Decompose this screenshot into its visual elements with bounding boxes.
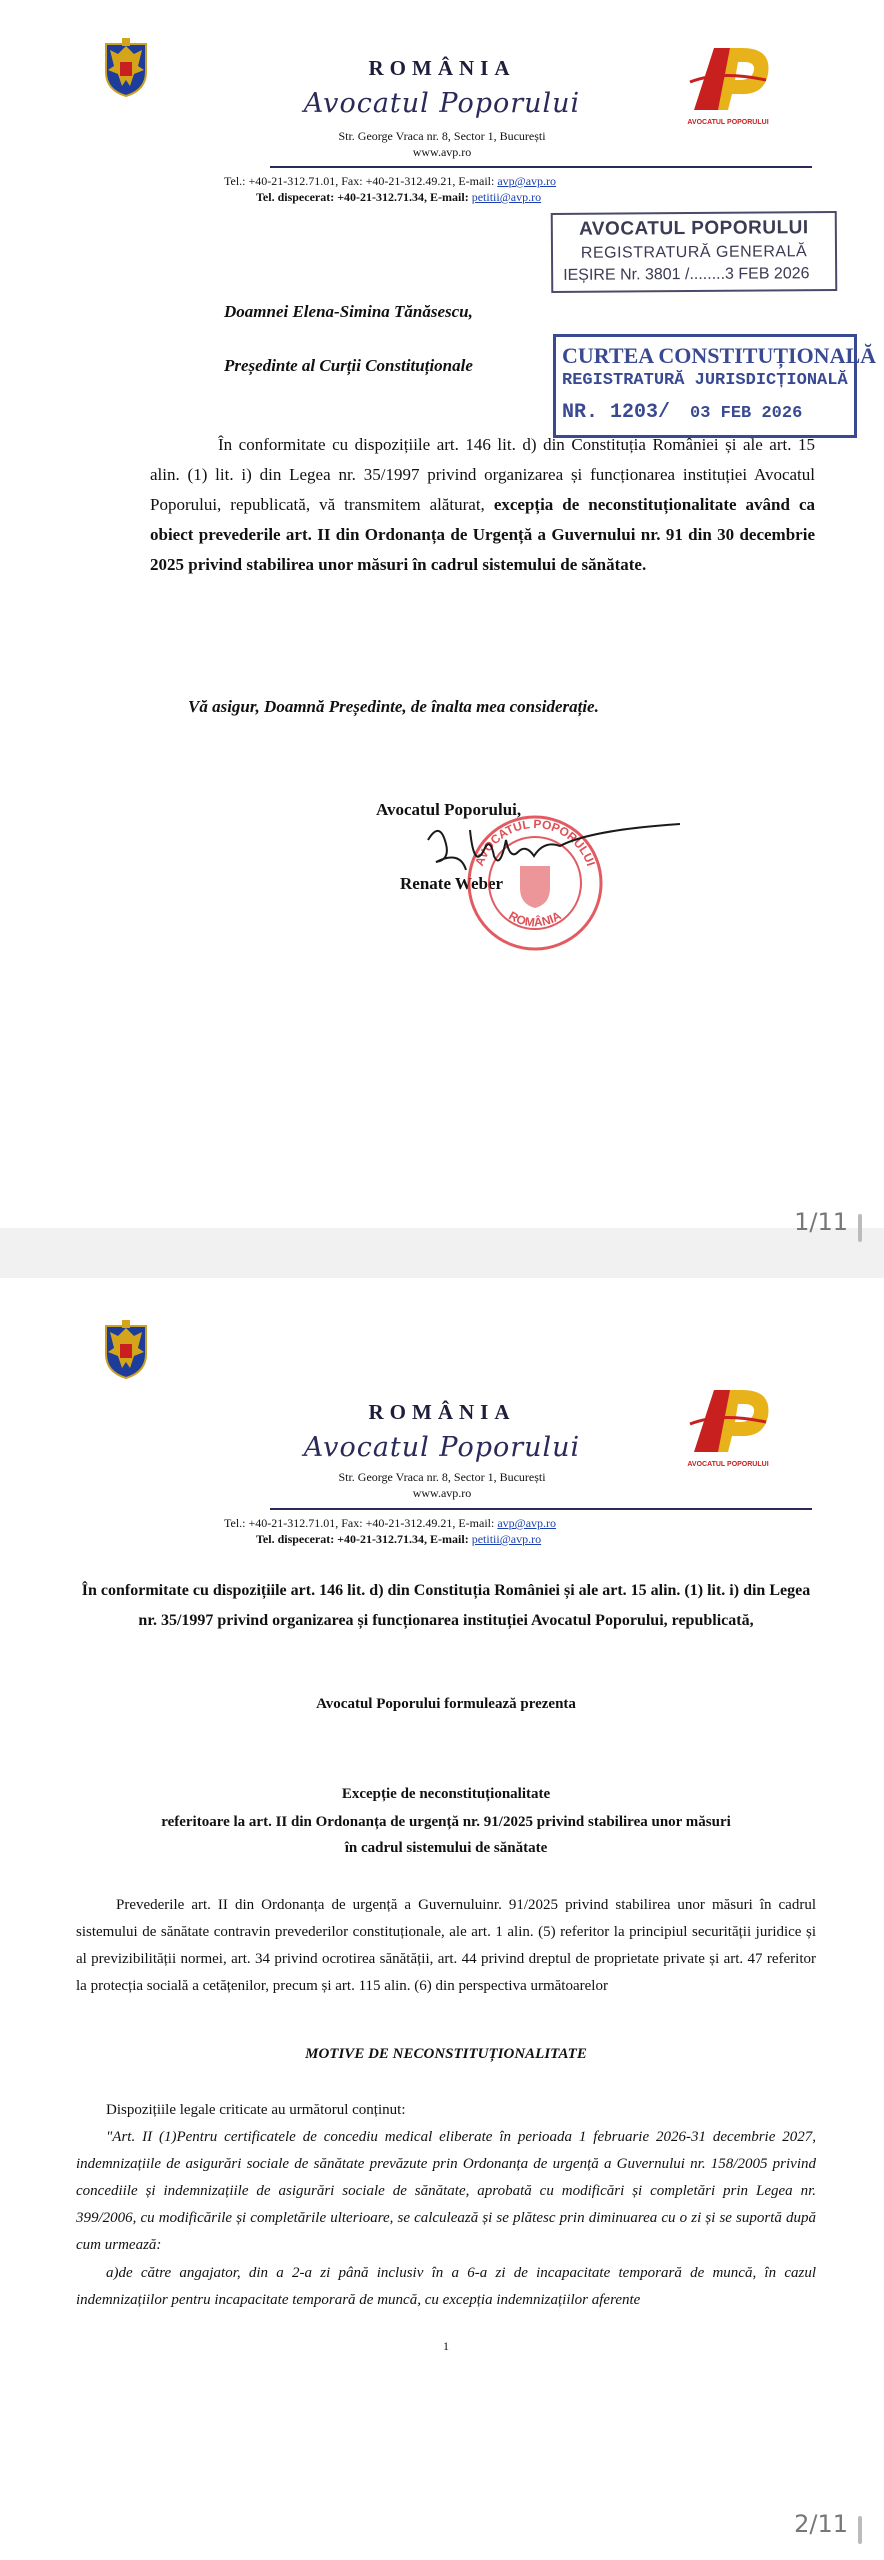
scrollbar-thumb-2[interactable]: [858, 2516, 862, 2544]
court-stamp: [553, 334, 877, 438]
country-name: ROMÂNIA: [368, 1400, 516, 1424]
closing-formula: Vă asigur, Doamnă Președinte, de înalta mea considerație.: [188, 697, 599, 716]
court-stamp-subtitle: REGISTRATURĂ JURISDICȚIONALĂ: [562, 371, 848, 390]
petitions-email-link[interactable]: petitii@avp.ro: [471, 190, 542, 204]
exception-paragraph: Prevederile art. II din Ordonanța de urgență a Guvernuluinr. 91/2025 privind stabilirea unor măsuri în cadrul sistemului de sănătate contravin prevederilor constituționale, ale art. 1 alin. (5) referitor la principiul securității juridice și al previzibilității normei, art. 34 privind ocrotirea sănătății, art. 44 privind dreptul de proprietate private și art. 47 referitor la protecția socială a cetățenilor, precum și art. 115 alin. (6) din perspectiva următoarelor: [76, 1897, 816, 1994]
email-link[interactable]: avp@avp.ro: [497, 1516, 557, 1530]
addressee-role: Președinte al Curții Constituționale: [224, 356, 473, 375]
registry-stamp-title: AVOCATUL POPORULUI: [578, 217, 809, 240]
romania-coat-of-arms-icon: [100, 1318, 152, 1380]
avp-logo-icon: [680, 1382, 776, 1472]
avp-logo-icon: [680, 40, 776, 130]
quoted-article-paragraph-2: a)de către angajator, din a 2-a zi până inclusiv în a 6-a zi de incapacitate temporară de muncă, în cazul indemnizațiilor pentru incapacitate temporară de muncă, cu excepția indemnizațiilor aferente: [76, 2265, 816, 2308]
criticized-intro: Dispozițiile legale criticate au următorul conținut:: [106, 2102, 406, 2118]
avp-logo-text: AVOCATUL POPORULUI: [687, 1461, 769, 1468]
email-link[interactable]: avp@avp.ro: [497, 174, 557, 188]
addressee: Doamnei Elena-Simina Tănăsescu,: [224, 302, 473, 321]
institution-address: Str. George Vraca nr. 8, Sector 1, București: [338, 1470, 546, 1484]
institution-website: www.avp.ro: [412, 145, 472, 159]
page-indicator-1: 1/11: [794, 1208, 848, 1236]
scrollbar-thumb[interactable]: [858, 1214, 862, 1242]
contact-line-1: Tel.: +40-21-312.71.01, Fax: +40-21-312.49.21, E-mail: avp@avp.ro: [224, 174, 557, 188]
document-page-2: [0, 1278, 884, 2560]
exception-title: Excepție de neconstituționalitate: [341, 1786, 551, 1802]
institution-name: Avocatul Poporului: [303, 1432, 581, 1463]
quoted-article-paragraph-1: "Art. II (1)Pentru certificatele de concediu medical eliberate în perioada 1 februarie 2026-31 decembrie 2027, indemnizațiile de asigurări sociale de sănătate prevăzute prin Ordonanța de urgență a Guvernului nr. 158/2005 privind concediile și indemnizațiile de asigurări sociale de sănătate, aprobată cu modificări și completări prin Legea nr. 399/2006, cu modificările și completările ulterioare, se calculează și se plătesc prin diminuarea cu o zi și se suportă după cum urmează:: [76, 2129, 816, 2253]
institution-address: Str. George Vraca nr. 8, Sector 1, București: [338, 129, 546, 143]
institution-name: Avocatul Poporului: [303, 88, 581, 119]
header-divider: [270, 166, 812, 168]
contact-line-2: Tel. dispecerat: +40-21-312.71.34, E-mail: petitii@avp.ro: [256, 1532, 542, 1546]
page-indicator-2: 2/11: [794, 2510, 848, 2538]
avp-logo-text: AVOCATUL POPORULUI: [687, 119, 769, 126]
institution-website: www.avp.ro: [412, 1486, 472, 1500]
page-number: 1: [443, 2339, 449, 2353]
contact-line-1: Tel.: +40-21-312.71.01, Fax: +40-21-312.49.21, E-mail: avp@avp.ro: [224, 1516, 557, 1530]
legal-basis-intro: În conformitate cu dispozițiile art. 146 lit. d) din Constituția României și ale art. 15 alin. (1) lit. i) din Legea nr. 35/1997 privind organizarea și funcționarea instituției Avocatul Poporului, republicată,: [81, 1582, 811, 1629]
document-page-1: [0, 0, 884, 1236]
handwritten-signature-icon: [410, 800, 690, 900]
country-name: ROMÂNIA: [368, 56, 516, 80]
court-stamp-number: NR. 1203/ 03 FEB 2026: [562, 401, 803, 424]
letter-body: În conformitate cu dispozițiile art. 146 lit. d) din Constituția României și ale art. 15 alin. (1) lit. i) din Legea nr. 35/1997 privind organizarea și funcționarea instituției Avocatul Poporului, republicată, vă transmitem alăturat, excepția de neconstituționalitate având ca obiect prevederile art. II din Ordonanța de Urgență a Guvernului nr. 91 din 30 decembrie 2025 privind stabilirea unor măsuri în cadrul sistemului de sănătate.: [150, 435, 815, 574]
letterhead-2: [0, 1288, 884, 1546]
registry-stamp: [551, 211, 838, 293]
registry-stamp-subtitle: REGISTRATURĂ GENERALĂ: [580, 243, 808, 262]
petitions-email-link[interactable]: petitii@avp.ro: [471, 1532, 542, 1546]
motives-heading: MOTIVE DE NECONSTITUȚIONALITATE: [305, 2046, 587, 2062]
formulates-line: Avocatul Poporului formulează prezenta: [316, 1696, 576, 1712]
court-stamp-title: CURTEA CONSTITUȚIONALĂ: [562, 343, 877, 368]
signer-title: Avocatul Poporului,: [376, 800, 522, 819]
signer-name: Renate Weber: [400, 874, 504, 893]
svg-text:AVOCATUL POPORULUI: AVOCATUL POPORULUI: [472, 816, 598, 868]
header-divider: [270, 1508, 812, 1510]
exception-subtitle-1: referitoare la art. II din Ordonanța de urgență nr. 91/2025 privind stabilirea unor măsuri: [161, 1814, 731, 1830]
registry-stamp-number: IEȘIRE Nr. 3801 /........3 FEB 2026: [563, 265, 810, 284]
exception-subtitle-2: în cadrul sistemului de sănătate: [344, 1840, 548, 1856]
contact-line-2: Tel. dispecerat: +40-21-312.71.34, E-mail: petitii@avp.ro: [256, 190, 542, 204]
letterhead: [0, 0, 884, 204]
svg-text:ROMÂNIA: ROMÂNIA: [506, 908, 564, 930]
